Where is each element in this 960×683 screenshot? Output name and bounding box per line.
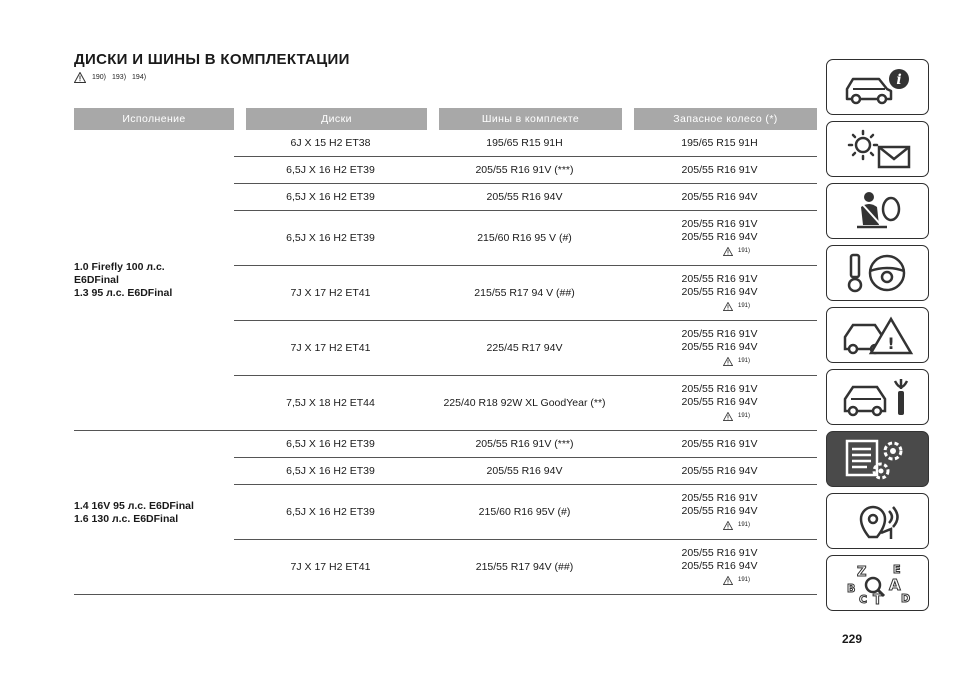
spare-cell: 195/65 R15 91H [622,130,817,157]
model-cell [74,130,234,431]
model-line: E6DFinal [74,273,119,286]
spare-cell [622,266,817,321]
warning-triangle-icon [723,412,733,421]
tab-safety[interactable] [826,183,929,239]
rim-cell: 7J X 17 H2 ET41 [234,321,427,376]
spare-cell [622,540,817,595]
tire-cell: 215/55 R17 94 V (##) [427,266,622,321]
spare-note [656,355,817,368]
tab-maintenance[interactable] [826,369,929,425]
seatbelt-airbag-icon [839,189,917,233]
note-ref: 191) [737,522,750,528]
model-line: 1.4 16V 95 л.с. E6DFinal [74,499,194,512]
rim-cell: 7J X 17 H2 ET41 [234,266,427,321]
rim-cell: 7,5J X 18 H2 ET44 [234,376,427,431]
spare-cell [622,321,817,376]
tire-cell: 215/55 R17 94V (##) [427,540,622,595]
spare-line: 205/55 R16 91V [681,218,758,230]
tab-starting-driving[interactable] [826,245,929,301]
spare-cell [622,485,817,540]
rim-cell: 7J X 17 H2 ET41 [234,540,427,595]
rim-cell: 6,5J X 16 H2 ET39 [234,184,427,211]
tire-cell: 205/55 R16 94V [427,458,622,485]
rim-cell: 6,5J X 16 H2 ET39 [234,431,427,458]
tab-multimedia[interactable] [826,493,929,549]
table-header-row [74,108,817,130]
spare-line: 205/55 R16 91V [681,492,758,504]
note-ref: 191) [737,577,750,583]
spare-note [656,245,817,258]
car-info-icon [839,65,917,109]
emergency-icon [839,313,917,357]
note-ref: 191) [737,413,750,419]
tire-cell: 215/60 R16 95V (#) [427,485,622,540]
column-header-spare: Запасное колесо (*) [622,108,817,130]
svg-text:i: i [895,72,902,88]
key-steering-icon [839,251,917,295]
page-title: ДИСКИ И ШИНЫ В КОМПЛЕКТАЦИИ [74,51,350,68]
model-line: 1.6 130 л.с. E6DFinal [74,512,179,525]
spare-cell: 205/55 R16 91V [622,431,817,458]
column-header-tires: Шины в комплекте [427,108,622,130]
model-cell [74,431,234,595]
warning-triangle-icon [723,576,733,585]
spare-cell: 205/55 R16 94V [622,184,817,211]
note-ref: 191) [737,303,750,309]
rim-cell: 6,5J X 16 H2 ET39 [234,458,427,485]
table-row [74,130,817,157]
tab-warning-lights[interactable] [826,121,929,177]
warning-triangle-icon [723,247,733,256]
spare-note [656,574,817,587]
rim-cell: 6J X 15 H2 ET38 [234,130,427,157]
spare-line: 205/55 R16 91V [681,547,758,559]
spare-cell [622,376,817,431]
tire-cell: 215/60 R16 95 V (#) [427,211,622,266]
warning-triangle-icon [723,521,733,530]
warning-triangle-icon [723,302,733,311]
tire-cell: 225/45 R17 94V [427,321,622,376]
tab-index[interactable] [826,555,929,611]
spare-line: 205/55 R16 91V [681,328,758,340]
spare-line: 205/55 R16 94V [681,396,758,408]
index-letter: C [858,593,867,605]
column-header-rims: Диски [234,108,427,130]
tab-technical-data[interactable] [826,431,929,487]
index-icon [839,561,917,605]
column-header-version: Исполнение [74,108,234,130]
note-ref: 191) [737,248,750,254]
spare-line: 205/55 R16 91V [681,273,758,285]
spare-cell: 205/55 R16 91V [622,157,817,184]
technical-data-icon [839,437,917,481]
index-letter: Z [856,565,866,580]
spare-line: 205/55 R16 94V [681,505,758,517]
rim-cell: 6,5J X 16 H2 ET39 [234,211,427,266]
page-number: 229 [842,632,863,646]
spare-note [656,410,817,423]
tires-table [74,108,817,595]
note-ref: 193) [112,74,127,81]
tire-cell: 225/40 R18 92W XL GoodYear (**) [427,376,622,431]
tire-cell: 205/55 R16 91V (***) [427,431,622,458]
index-letter: A [888,576,901,594]
spare-line: 205/55 R16 91V [681,383,758,395]
tab-emergency[interactable] [826,307,929,363]
spare-note [656,300,817,313]
tire-cell: 205/55 R16 94V [427,184,622,211]
index-letter: B [846,582,855,595]
index-letter: E [892,563,901,576]
spare-line: 205/55 R16 94V [681,286,758,298]
spare-cell [622,211,817,266]
spare-note [656,519,817,532]
tab-car-info[interactable] [826,59,929,115]
spare-line: 205/55 R16 94V [681,231,758,243]
note-ref: 191) [737,358,750,364]
warning-triangle-icon [74,72,86,83]
note-ref: 190) [92,74,107,81]
model-line: 1.3 95 л.с. E6DFinal [74,286,173,299]
rim-cell: 6,5J X 16 H2 ET39 [234,485,427,540]
warning-notes [74,72,146,83]
index-letter: D [900,592,910,605]
tire-cell: 195/65 R15 91H [427,130,622,157]
spare-line: 205/55 R16 94V [681,341,758,353]
spare-line: 205/55 R16 94V [681,560,758,572]
rim-cell: 6,5J X 16 H2 ET39 [234,157,427,184]
chapter-sidebar [826,59,929,617]
warning-triangle-icon [723,357,733,366]
svg-text:!: ! [886,334,895,353]
multimedia-icon [839,499,917,543]
index-letter: T [872,593,882,605]
model-line: 1.0 Firefly 100 л.с. [74,260,165,273]
spare-cell: 205/55 R16 94V [622,458,817,485]
table-row [74,431,817,458]
note-ref: 194) [132,74,147,81]
warning-lights-icon [839,127,917,171]
tire-cell: 205/55 R16 91V (***) [427,157,622,184]
maintenance-icon [839,375,917,419]
